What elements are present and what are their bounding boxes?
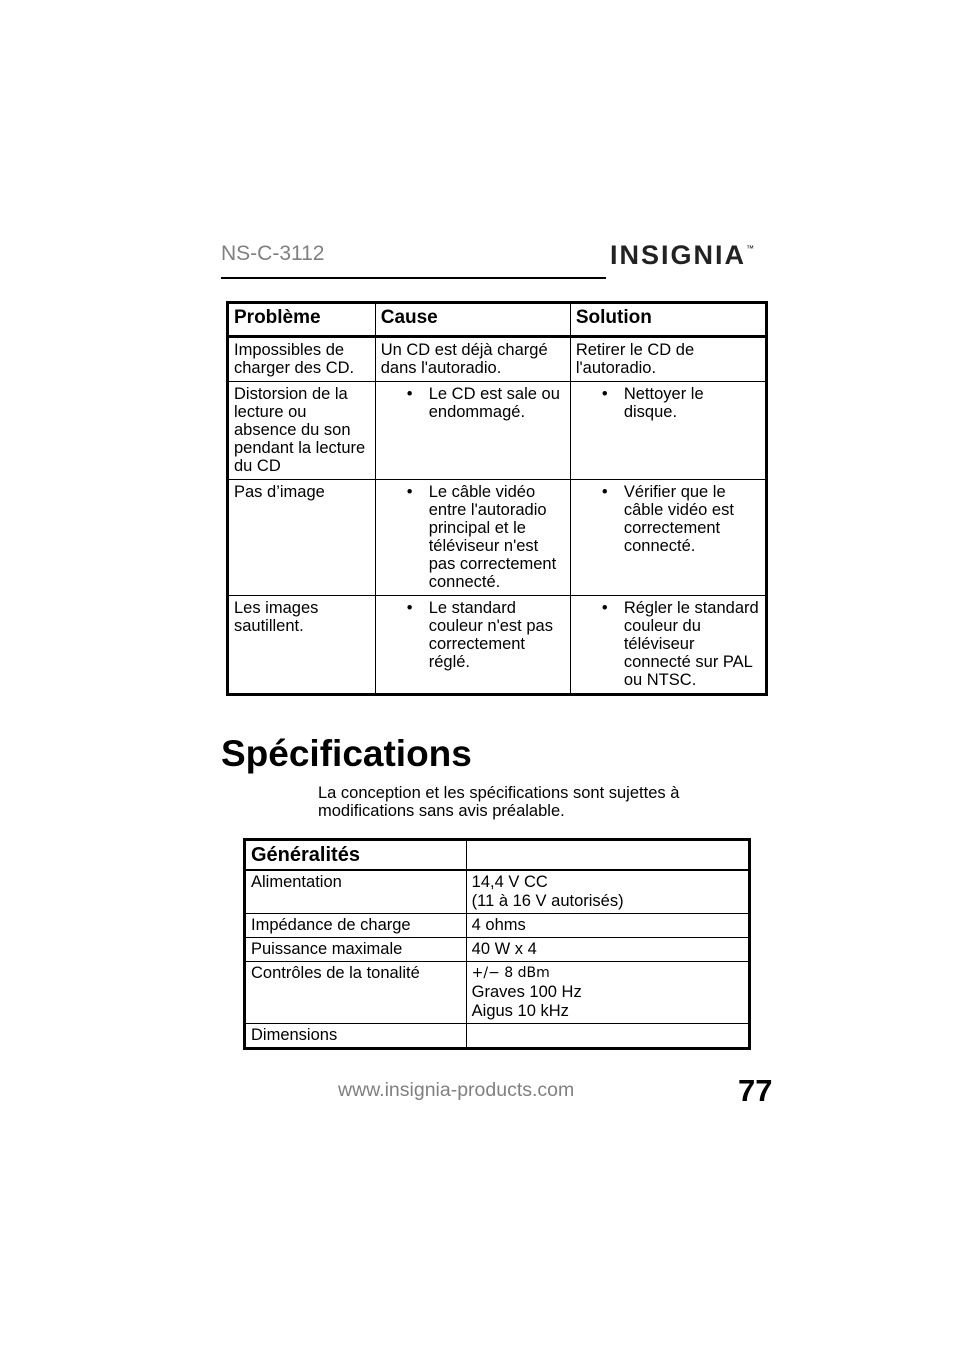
cause-cell: Un CD est déjà chargé dans l'autoradio. xyxy=(375,337,570,382)
column-header-cause: Cause xyxy=(375,303,570,337)
bullet: • xyxy=(601,385,608,403)
spec-label: Alimentation xyxy=(245,870,467,914)
bullet: • xyxy=(406,483,413,501)
spec-value xyxy=(466,962,749,1024)
table-row xyxy=(245,914,750,938)
table-row xyxy=(245,870,750,914)
spec-value-line: +/− 8 dBm xyxy=(471,965,550,981)
cause-cell xyxy=(375,596,570,695)
insignia-logo xyxy=(610,240,754,284)
problem-cell: Les images sautillent. xyxy=(228,596,376,695)
table-row xyxy=(245,962,750,1024)
solution-cell xyxy=(570,382,766,480)
problem-cell: Pas d’image xyxy=(228,480,376,596)
footer-url: www.insignia-products.com xyxy=(338,1079,575,1101)
trademark-mark: ™ xyxy=(746,244,755,253)
cause-cell xyxy=(375,382,570,480)
logo-text: INSIGNIA xyxy=(610,240,747,270)
bullet: • xyxy=(601,599,608,617)
page-number: 77 xyxy=(738,1073,773,1108)
solution-text: Régler le standard couleur du téléviseur connecté sur PAL ou NTSC. xyxy=(623,599,759,689)
problem-cell: Impossibles de charger des CD. xyxy=(228,337,376,382)
spec-value xyxy=(466,870,749,914)
solution-cell xyxy=(570,480,766,596)
table-row xyxy=(228,596,767,695)
spec-value-line: Graves 100 Hz xyxy=(471,983,582,1001)
column-header-solution: Solution xyxy=(570,303,766,337)
specs-header-row xyxy=(245,840,750,871)
troubleshooting-table xyxy=(226,301,768,696)
column-header-problem: Problème xyxy=(228,303,376,337)
solution-text: Nettoyer le disque. xyxy=(623,385,704,421)
specs-header: Généralités xyxy=(245,840,467,871)
problem-cell: Distorsion de la lecture ou absence du son pendant la lecture du CD xyxy=(228,382,376,480)
solution-text: Vérifier que le câble vidéo est correctement connecté. xyxy=(623,483,734,555)
cause-text: Le câble vidéo entre l'autoradio principal et le téléviseur n'est pas correctement connecté. xyxy=(428,483,557,591)
table-row xyxy=(228,480,767,596)
spec-label: Dimensions xyxy=(245,1024,467,1049)
model-number: NS-C-3112 xyxy=(221,242,325,265)
spec-label: Impédance de charge xyxy=(245,914,467,938)
table-row xyxy=(245,1024,750,1049)
header-rule xyxy=(221,277,606,279)
specs-header-empty xyxy=(466,840,749,871)
spec-value xyxy=(466,1024,749,1049)
cause-cell xyxy=(375,480,570,596)
spec-label: Puissance maximale xyxy=(245,938,467,962)
specifications-table xyxy=(243,838,751,1050)
specs-note: La conception et les spécifications sont sujettes à modifications sans avis préalable. xyxy=(318,784,680,820)
table-row xyxy=(228,382,767,480)
spec-label: Contrôles de la tonalité xyxy=(245,962,467,1024)
spec-value-line: Aigus 10 kHz xyxy=(471,1002,569,1020)
table-header-row xyxy=(228,303,767,337)
table-row xyxy=(228,337,767,382)
spec-value-line: (11 à 16 V autorisés) xyxy=(471,892,624,910)
bullet: • xyxy=(406,599,413,617)
spec-value: 4 ohms xyxy=(466,914,749,938)
cause-text: Le standard couleur n'est pas correctement réglé. xyxy=(428,599,553,671)
solution-cell xyxy=(570,596,766,695)
solution-cell: Retirer le CD de l'autoradio. xyxy=(575,341,695,377)
section-title: Spécifications xyxy=(221,733,472,774)
cause-text: Le CD est sale ou endommagé. xyxy=(428,385,560,421)
table-row xyxy=(245,938,750,962)
spec-value-line: 14,4 V CC xyxy=(471,873,548,891)
spec-value: 40 W x 4 xyxy=(466,938,749,962)
bullet: • xyxy=(406,385,413,403)
bullet: • xyxy=(601,483,608,501)
